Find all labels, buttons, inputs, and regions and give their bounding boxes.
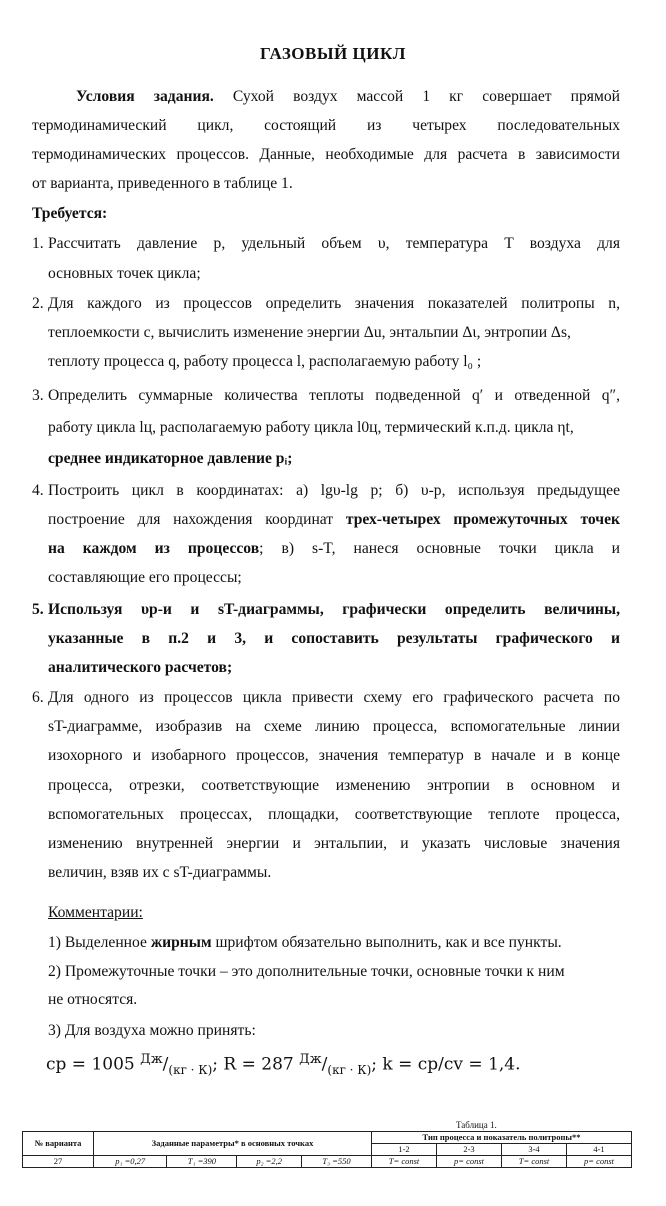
cell-t1: T₁ =390: [167, 1156, 237, 1168]
air-constants-formula: cp = 1005 $^{Дж}/_{(кг \cdot К)}$; R = 287 $^{Дж}/_{(кг \cdot К)}$; k = cp/cv = 1,4.: [46, 1052, 521, 1078]
intro-text-1: Сухой воздух массой 1 кг совершает прямой: [232, 88, 620, 105]
formula-den-2: (кг · К): [327, 1063, 372, 1078]
item-2-line-3: теплоту процесса q, работу процесса l, располагаемую работу l₀ ;: [48, 353, 482, 370]
intro-label: Условия задания.: [76, 88, 214, 105]
col-4-1: 4-1: [567, 1144, 632, 1156]
item-2-number: 2.: [32, 295, 44, 312]
item-5-number: [32, 600, 44, 620]
comment-3: 3) Для воздуха можно принять:: [48, 1022, 256, 1039]
comment-2-line-2: не относятся.: [48, 991, 138, 1008]
item-5-bold-2: указанные в п.2 и 3, и сопоставить результаты графического и: [48, 630, 620, 647]
item-3-line-2: работу цикла lц, располагаемую работу цикла l0ц, термический к.п.д. цикла ηt,: [48, 419, 574, 436]
cell-variant: 27: [23, 1156, 94, 1168]
item-6-line-3: изохорного и изобарного процессов, значения температур в начале и в конце: [48, 747, 620, 764]
comment-2-line-1: 2) Промежуточные точки – это дополнительные точки, основные точки к ним: [48, 963, 565, 980]
item-3-line-3: [48, 449, 292, 469]
intro-line-1: [76, 87, 620, 107]
formula-r: ; R = 287: [212, 1054, 294, 1075]
variant-table: [22, 1131, 632, 1168]
page-title: ГАЗОВЫЙ ЦИКЛ: [260, 44, 406, 63]
required-heading: [32, 204, 107, 224]
item-4-text-3b: ; в) s-T, нанеся основные точки цикла и: [259, 540, 620, 557]
item-6-line-1: Для одного из процессов цикла привести схему его графического расчета по: [48, 689, 620, 706]
table-caption: Таблица 1.: [456, 1120, 497, 1130]
formula-k: ; k = cp/cv = 1,4.: [371, 1054, 521, 1075]
formula-unit-2: Дж: [299, 1052, 322, 1067]
item-3-line-1: Определить суммарные количества теплоты подведенной q′ и отведенной q″,: [48, 387, 620, 404]
comment-1-c: шрифтом обязательно выполнить, как и все пункты.: [215, 934, 562, 951]
item-2-line-2: теплоемкости c, вычислить изменение энергии Δu, энтальпии Δι, энтропии Δs,: [48, 324, 571, 341]
formula-cp: cp = 1005: [46, 1054, 135, 1075]
required-label: Требуется:: [32, 205, 108, 222]
item-1-number: 1.: [32, 235, 44, 252]
item-4-line-4: составляющие его процессы;: [48, 569, 242, 586]
comment-1-a: 1) Выделенное: [48, 934, 147, 951]
cell-pr-4-1: p= const: [567, 1156, 632, 1168]
item-4-line-3: [48, 539, 620, 559]
col-1-2: 1-2: [372, 1144, 437, 1156]
header-process: Тип процесса и показатель политропы**: [372, 1132, 632, 1144]
item-3-bold-text: среднее индикаторное давление pᵢ;: [48, 450, 293, 467]
item-5-bold-1: Используя υp-и и sT-диаграммы, графически определить величины,: [48, 601, 620, 618]
cell-pr-1-2: T= const: [372, 1156, 437, 1168]
formula-unit-1: Дж: [140, 1052, 163, 1067]
item-5-line-1: [48, 600, 620, 620]
cell-pr-3-4: T= const: [502, 1156, 567, 1168]
header-params: Заданные параметры* в основных точках: [94, 1132, 372, 1156]
item-4-line-2: [48, 510, 620, 530]
item-6-line-2: sT-диаграмме, изобразив на схеме линию процесса, вспомогательные линии: [48, 718, 620, 735]
item-5-line-2: [48, 629, 620, 649]
item-4-line-1: Построить цикл в координатах: а) lgυ-lg p; б) υ-p, используя предыдущее: [48, 482, 620, 499]
cell-p2: p₂ =2,2: [237, 1156, 302, 1168]
comment-1-bold: жирным: [150, 934, 212, 951]
comment-1: [48, 933, 562, 953]
header-variant: № варианта: [23, 1132, 94, 1156]
col-2-3: 2-3: [437, 1144, 502, 1156]
item-6-line-6: изменению внутренней энергии и энтальпии, и указать числовые значения: [48, 835, 620, 852]
comments-heading: Комментарии:: [48, 904, 143, 921]
cell-t3: T₃ =550: [301, 1156, 371, 1168]
item-1-line-1: Рассчитать давление p, удельный объем υ, температура T воздуха для: [48, 235, 620, 252]
item-4-number: 4.: [32, 482, 44, 499]
table-row: [23, 1156, 632, 1168]
item-4-bold-2b: трех-четырех промежуточных точек: [345, 511, 621, 528]
col-3-4: 3-4: [502, 1144, 567, 1156]
intro-line-4: от варианта, приведенного в таблице 1.: [32, 175, 293, 192]
item-4-bold-3a: на каждом из процессов: [48, 540, 260, 557]
item-5-line-3: [48, 658, 232, 678]
formula-den-1: (кг · К): [168, 1063, 213, 1078]
item-5-bold-3: аналитического расчетов;: [48, 659, 233, 676]
item-6-line-7: величин, взяв их с sT-диаграммы.: [48, 864, 272, 881]
intro-line-3: термодинамических процессов. Данные, необходимые для расчета в зависимости: [32, 146, 620, 163]
item-4-text-2a: построение для нахождения координат: [48, 511, 334, 528]
intro-line-2: термодинамический цикл, состоящий из четырех последовательных: [32, 117, 620, 134]
table-header-row: [23, 1132, 632, 1144]
item-6-line-4: процесса, отрезки, соответствующие изменению энтропии в основном и: [48, 777, 620, 794]
item-6-line-5: вспомогательных процессах, площадки, соответствующие теплоте процесса,: [48, 806, 620, 823]
item-3-number: 3.: [32, 387, 44, 404]
item-2-line-1: Для каждого из процессов определить значения показателей политропы n,: [48, 295, 620, 312]
item-5-num-text: 5.: [32, 601, 44, 618]
item-1-line-2: основных точек цикла;: [48, 265, 201, 282]
cell-p1: p₁ =0,27: [94, 1156, 167, 1168]
cell-pr-2-3: p= const: [437, 1156, 502, 1168]
item-6-number: 6.: [32, 689, 44, 706]
